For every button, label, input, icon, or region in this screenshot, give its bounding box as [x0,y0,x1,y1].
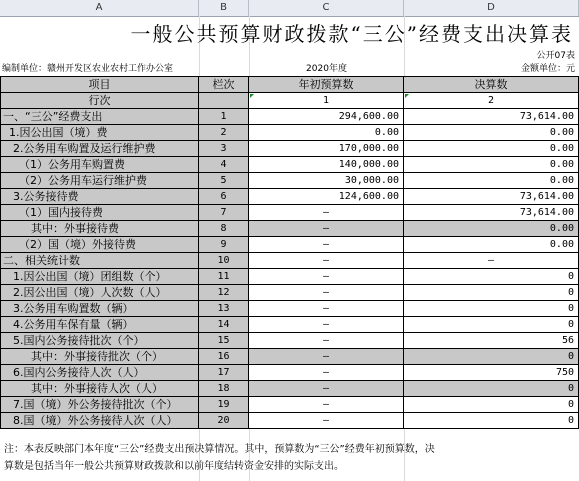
line-row-label[interactable]: 行次 [0,93,199,109]
row-final[interactable]: 0.00 [404,141,579,157]
row-final[interactable]: – [404,253,579,269]
row-budget[interactable]: 124,600.00 [249,189,404,205]
row-label[interactable]: 其中：外事接待费 [0,221,199,237]
row-final[interactable]: 0.00 [404,157,579,173]
row-budget[interactable]: 0.00 [249,125,404,141]
row-col-no[interactable]: 5 [199,173,249,189]
row-final[interactable]: 0 [404,413,579,429]
row-label[interactable]: 7.国（境）外公务接待批次（个） [0,397,199,413]
table-row [0,173,579,189]
table-row [0,381,579,397]
table-row [0,269,579,285]
column-header-b[interactable]: B [199,0,249,16]
fiscal-year[interactable]: 2020年度 [306,64,347,74]
row-budget[interactable]: – [249,381,404,397]
column-header-a[interactable]: A [0,0,199,16]
row-col-no[interactable]: 15 [199,333,249,349]
row-col-no[interactable]: 17 [199,365,249,381]
row-col-no[interactable]: 7 [199,205,249,221]
line-row-final-no[interactable]: 2 [404,93,579,109]
row-budget[interactable]: – [249,413,404,429]
table-row [0,221,579,237]
row-budget[interactable]: 30,000.00 [249,173,404,189]
table-row [0,365,579,381]
row-final[interactable]: 0 [404,381,579,397]
row-col-no[interactable]: 3 [199,141,249,157]
row-budget[interactable]: – [249,301,404,317]
row-budget[interactable]: – [249,365,404,381]
table-row [0,141,579,157]
row-budget[interactable]: – [249,397,404,413]
table-row [0,157,579,173]
table-row [0,189,579,205]
row-col-no[interactable]: 14 [199,317,249,333]
row-final[interactable]: 73,614.00 [404,205,579,221]
row-label[interactable]: 8.国（境）外公务接待人次（人） [0,413,199,429]
row-final[interactable]: 73,614.00 [404,109,579,125]
row-final[interactable]: 0 [404,269,579,285]
row-col-no[interactable]: 11 [199,269,249,285]
row-col-no[interactable]: 2 [199,125,249,141]
row-col-no[interactable]: 18 [199,381,249,397]
row-label[interactable]: 其中：外事接待人次（人） [0,381,199,397]
table-row [0,317,579,333]
row-col-no[interactable]: 10 [199,253,249,269]
row-label[interactable]: （1）国内接待费 [0,205,199,221]
header-col-no[interactable]: 栏次 [199,76,249,93]
row-budget[interactable]: – [249,205,404,221]
compiling-unit[interactable]: 编制单位：赣州开发区农业农村工作办公室 [2,64,174,74]
row-col-no[interactable]: 12 [199,285,249,301]
header-final[interactable]: 决算数 [404,76,579,93]
row-label[interactable]: 2.公务用车购置及运行维护费 [0,141,199,157]
row-budget[interactable]: – [249,285,404,301]
row-final[interactable]: 0 [404,349,579,365]
column-header-bar [0,0,579,17]
row-label[interactable]: 2.因公出国（境）人次数（人） [0,285,199,301]
row-final[interactable]: 0.00 [404,221,579,237]
row-final[interactable]: 0 [404,285,579,301]
row-budget[interactable]: 294,600.00 [249,109,404,125]
table-row [0,109,579,125]
row-col-no[interactable]: 8 [199,221,249,237]
row-budget[interactable]: – [249,221,404,237]
row-label[interactable]: 3.公务接待费 [0,189,199,205]
row-budget[interactable]: – [249,237,404,253]
row-label[interactable]: 5.国内公务接待批次（个） [0,333,199,349]
row-final[interactable]: 0.00 [404,125,579,141]
table-row [0,205,579,221]
row-budget[interactable]: – [249,333,404,349]
row-budget[interactable]: 140,000.00 [249,157,404,173]
row-budget[interactable]: – [249,317,404,333]
row-label[interactable]: 一、“三公”经费支出 [0,109,199,125]
form-code[interactable]: 公开07表 [536,51,575,61]
row-col-no[interactable]: 6 [199,189,249,205]
row-label[interactable]: 1.因公出国（境）费 [0,125,199,141]
line-row-budget-no[interactable]: 1 [249,93,404,109]
row-col-no[interactable]: 4 [199,157,249,173]
row-budget[interactable]: – [249,269,404,285]
row-budget[interactable]: 170,000.00 [249,141,404,157]
row-label[interactable]: （2）公务用车运行维护费 [0,173,199,189]
table-row [0,285,579,301]
row-final[interactable]: 0.00 [404,173,579,189]
row-final[interactable]: 0 [404,301,579,317]
table-row [0,253,579,269]
row-final[interactable]: 0.00 [404,237,579,253]
row-label[interactable]: （2）国（境）外接待费 [0,237,199,253]
table-row [0,349,579,365]
table-row [0,125,579,141]
row-label[interactable]: 其中：外事接待批次（个） [0,349,199,365]
table-row [0,413,579,429]
row-label[interactable]: 3.公务用车购置数（辆） [0,301,199,317]
row-col-no[interactable]: 16 [199,349,249,365]
row-final[interactable]: 73,614.00 [404,189,579,205]
note-line-2[interactable]: 算数是包括当年一般公共预算财政拨款和以前年度结转资金安排的实际支出。 [4,461,344,472]
row-final[interactable]: 56 [404,333,579,349]
table-row [0,301,579,317]
line-row-blank[interactable] [199,93,249,109]
row-label[interactable]: （1）公务用车购置费 [0,157,199,173]
header-budget[interactable]: 年初预算数 [249,76,404,93]
row-label[interactable]: 4.公务用车保有量（辆） [0,317,199,333]
table-row [0,237,579,253]
column-header-d[interactable]: D [404,0,579,16]
row-final[interactable]: 0 [404,317,579,333]
table-row [0,397,579,413]
row-label[interactable]: 1.因公出国（境）团组数（个） [0,269,199,285]
header-item[interactable]: 项目 [0,76,199,93]
amount-unit[interactable]: 金额单位：元 [520,64,575,74]
note-line-1[interactable]: 注：本表反映部门本年度“三公”经费支出预决算情况。其中，预算数为“三公”经费年初预算数，决 [4,444,435,455]
row-col-no[interactable]: 20 [199,413,249,429]
row-budget[interactable]: – [249,349,404,365]
row-col-no[interactable]: 13 [199,301,249,317]
row-final[interactable]: 750 [404,365,579,381]
row-col-no[interactable]: 9 [199,237,249,253]
row-budget[interactable]: – [249,253,404,269]
row-label[interactable]: 6.国内公务接待人次（人） [0,365,199,381]
column-header-c[interactable]: C [249,0,404,16]
row-col-no[interactable]: 19 [199,397,249,413]
table-row [0,333,579,349]
row-final[interactable]: 0 [404,397,579,413]
table-title[interactable]: 一般公共预算财政拨款“三公”经费支出决算表 [130,22,573,46]
row-label[interactable]: 二、相关统计数 [0,253,199,269]
row-col-no[interactable]: 1 [199,109,249,125]
